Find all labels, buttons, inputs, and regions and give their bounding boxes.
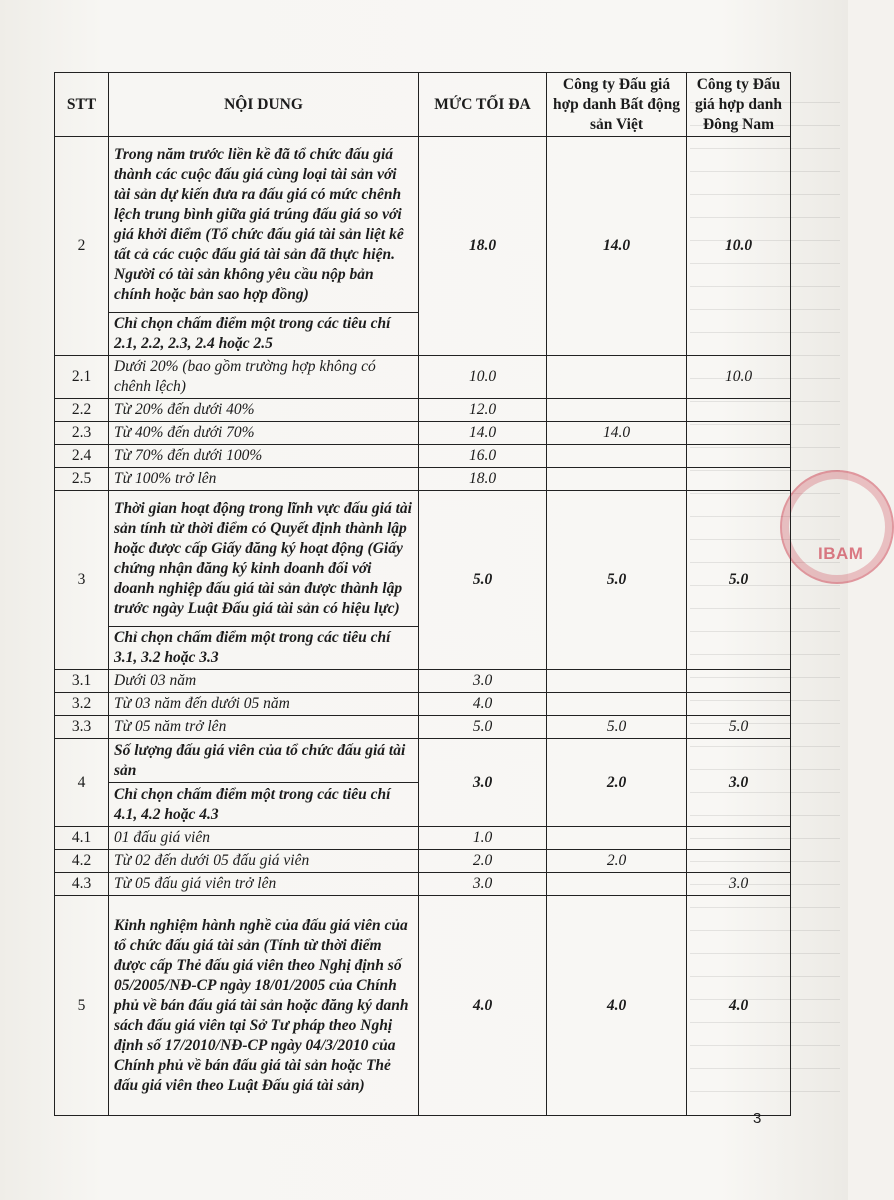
company-a-score [547,670,687,693]
criterion-text: Từ 100% trở lên [109,468,419,491]
evaluation-table [54,72,791,1116]
company-b-score: 5.0 [687,716,791,739]
company-b-score: 3.0 [687,873,791,896]
stt-cell: 3.3 [55,716,109,739]
criterion-text: Từ 05 đấu giá viên trở lên [109,873,419,896]
table-row [55,445,791,468]
header-company-b: Công ty Đấu giá hợp danh Đông Nam [687,73,791,137]
max-score-cell: 2.0 [419,850,547,873]
stt-cell: 2.2 [55,399,109,422]
page-number: 3 [753,1110,762,1127]
stt-cell: 5 [55,896,109,1116]
company-a-score [547,445,687,468]
company-a-score: 5.0 [547,491,687,670]
company-b-score: 4.0 [687,896,791,1116]
red-seal-stamp [780,470,894,584]
stt-cell: 4.2 [55,850,109,873]
max-score-cell: 1.0 [419,827,547,850]
stt-cell: 4.3 [55,873,109,896]
table-row [55,873,791,896]
header-max-score: MỨC TỐI ĐA [419,73,547,137]
company-b-score [687,445,791,468]
table-row [55,468,791,491]
stt-cell: 3 [55,491,109,670]
criterion-text: Từ 70% đến dưới 100% [109,445,419,468]
company-b-score: 5.0 [687,491,791,670]
criterion-text: Từ 40% đến dưới 70% [109,422,419,445]
table-row [55,491,791,627]
company-b-score [687,827,791,850]
criterion-text: Dưới 20% (bao gồm trường hợp không có chênh lệch) [109,356,419,399]
company-a-score [547,873,687,896]
stt-cell: 2.5 [55,468,109,491]
stt-cell: 2.4 [55,445,109,468]
table-row [55,827,791,850]
header-company-a: Công ty Đấu giá hợp danh Bất động sản Việt [547,73,687,137]
company-a-score: 2.0 [547,739,687,827]
max-score-cell: 5.0 [419,491,547,670]
criterion-text: Từ 03 năm đến dưới 05 năm [109,693,419,716]
max-score-cell: 14.0 [419,422,547,445]
company-a-score [547,827,687,850]
table-row [55,693,791,716]
stt-cell: 2.1 [55,356,109,399]
criterion-text: Dưới 03 năm [109,670,419,693]
criterion-text: Từ 02 đến dưới 05 đấu giá viên [109,850,419,873]
criterion-title: Thời gian hoạt động trong lĩnh vực đấu giá tài sản tính từ thời điểm có Quyết định thành lập hoặc được cấp Giấy đăng ký hoạt động (Giấy chứng nhận đăng ký kinh doanh đối với doanh nghiệp đấu giá tài sản được thành lập trước ngày Luật Đấu giá tài sản có hiệu lực) [109,491,419,627]
criterion-text: 01 đấu giá viên [109,827,419,850]
company-a-score: 2.0 [547,850,687,873]
max-score-cell: 3.0 [419,873,547,896]
stt-cell: 4.1 [55,827,109,850]
company-b-score [687,693,791,716]
max-score-cell: 3.0 [419,739,547,827]
company-a-score: 4.0 [547,896,687,1116]
stt-cell: 2.3 [55,422,109,445]
table-header-row [55,73,791,137]
table-row [55,356,791,399]
table-row [55,850,791,873]
stt-cell: 3.2 [55,693,109,716]
criterion-title: Trong năm trước liền kề đã tổ chức đấu giá thành các cuộc đấu giá cùng loại tài sản với tài sản dự kiến đưa ra đấu giá có mức chênh lệch trung bình giữa giá trúng đấu giá so với giá khởi điểm (Tổ chức đấu giá tài sản liệt kê tất cả các cuộc đấu giá tài sản đã thực hiện. Người có tài sản không yêu cầu nộp bản chính hoặc bản sao hợp đồng) [109,137,419,313]
table-row [55,896,791,1116]
company-a-score [547,356,687,399]
company-a-score [547,468,687,491]
company-b-score: 3.0 [687,739,791,827]
company-b-score [687,850,791,873]
stt-cell: 4 [55,739,109,827]
stt-cell: 2 [55,137,109,356]
table-row [55,739,791,783]
table-row [55,716,791,739]
company-a-score: 5.0 [547,716,687,739]
max-score-cell: 10.0 [419,356,547,399]
company-b-score: 10.0 [687,137,791,356]
table-row [55,399,791,422]
company-b-score [687,399,791,422]
max-score-cell: 12.0 [419,399,547,422]
criterion-title: Số lượng đấu giá viên của tổ chức đấu giá tài sản [109,739,419,783]
company-a-score: 14.0 [547,422,687,445]
max-score-cell: 18.0 [419,468,547,491]
max-score-cell: 5.0 [419,716,547,739]
table-row [55,422,791,445]
company-b-score [687,468,791,491]
company-b-score [687,670,791,693]
max-score-cell: 16.0 [419,445,547,468]
company-a-score: 14.0 [547,137,687,356]
company-a-score [547,693,687,716]
max-score-cell: 18.0 [419,137,547,356]
table-row [55,670,791,693]
max-score-cell: 4.0 [419,896,547,1116]
criterion-choose-note: Chỉ chọn chấm điểm một trong các tiêu chí 3.1, 3.2 hoặc 3.3 [109,627,419,670]
stt-cell: 3.1 [55,670,109,693]
max-score-cell: 3.0 [419,670,547,693]
stamp-label: IBAM [818,544,864,563]
company-b-score: 10.0 [687,356,791,399]
header-content: NỘI DUNG [109,73,419,137]
criterion-choose-note: Chỉ chọn chấm điểm một trong các tiêu chí 4.1, 4.2 hoặc 4.3 [109,783,419,827]
table-row [55,137,791,313]
company-a-score [547,399,687,422]
max-score-cell: 4.0 [419,693,547,716]
company-b-score [687,422,791,445]
criterion-title: Kinh nghiệm hành nghề của đấu giá viên của tổ chức đấu giá tài sản (Tính từ thời điểm được cấp Thẻ đấu giá viên theo Nghị định số 05/2005/NĐ-CP ngày 18/01/2005 của Chính phủ về bán đấu giá tài sản hoặc đăng ký danh sách đấu giá viên tại Sở Tư pháp theo Nghị định số 17/2010/NĐ-CP ngày 04/3/2010 của Chính phủ về bán đấu giá tài sản hoặc Thẻ đấu giá viên theo Luật Đấu giá tài sản) [109,896,419,1116]
criterion-text: Từ 05 năm trở lên [109,716,419,739]
criterion-choose-note: Chỉ chọn chấm điểm một trong các tiêu chí 2.1, 2.2, 2.3, 2.4 hoặc 2.5 [109,313,419,356]
criterion-text: Từ 20% đến dưới 40% [109,399,419,422]
header-stt: STT [55,73,109,137]
